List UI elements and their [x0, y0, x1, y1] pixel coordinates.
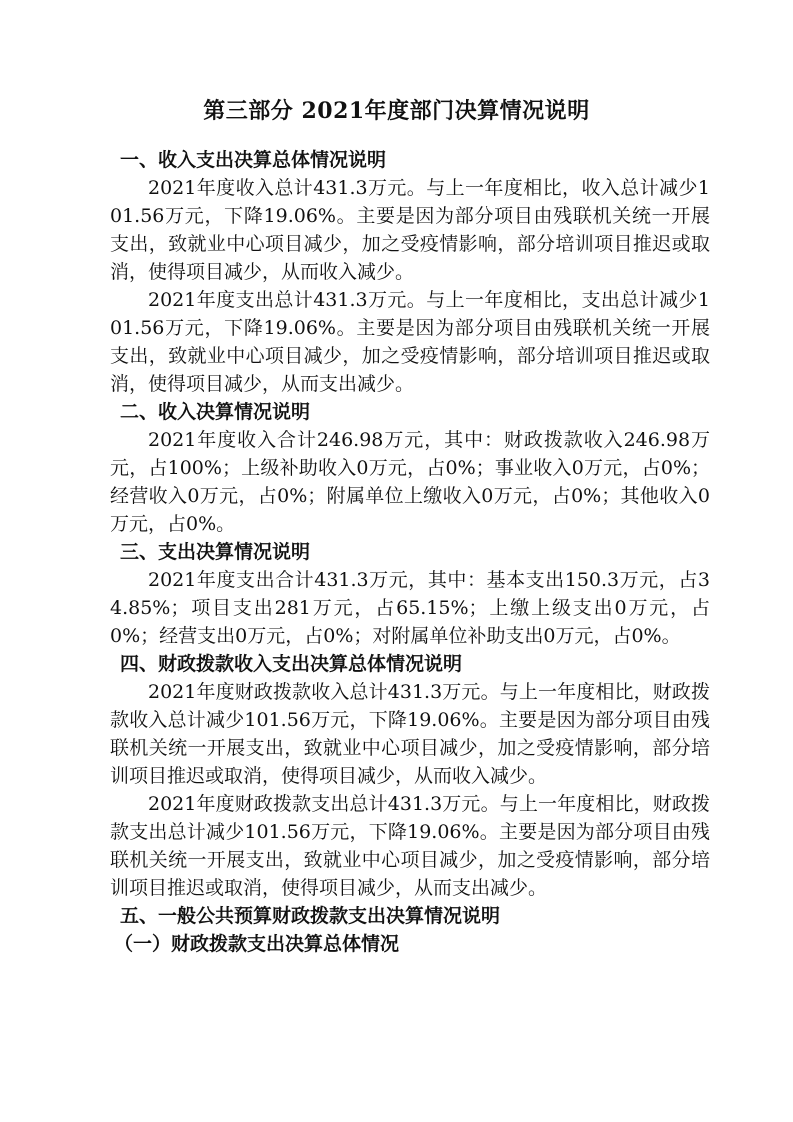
paragraph: 2021年度财政拨款收入总计431.3万元。与上一年度相比，财政拨款收入总计减少101.56万元，下降19.06%。主要是因为部分项目由残联机关统一开展支出，致就业中心项目减少，加之受疫情影响，部分培训项目推迟或取消，使得项目减少，从而收入减少。: [110, 681, 710, 787]
section-income-expenditure-overall: [110, 146, 710, 398]
section-heading: 三、支出决算情况说明: [120, 541, 311, 563]
section-heading: 四、财政拨款收入支出决算总体情况说明: [120, 653, 463, 675]
paragraph: 2021年度支出总计431.3万元。与上一年度相比，支出总计减少101.56万元，下降19.06%。主要是因为部分项目由残联机关统一开展支出，致就业中心项目减少，加之受疫情影响，部分培训项目推迟或取消，使得项目减少，从而支出减少。: [110, 289, 710, 395]
section-general-public-budget: [110, 902, 710, 958]
section-fiscal-appropriation: [110, 650, 710, 902]
paragraph: 2021年度财政拨款支出总计431.3万元。与上一年度相比，财政拨款支出总计减少101.56万元，下降19.06%。主要是因为部分项目由残联机关统一开展支出，致就业中心项目减少，加之受疫情影响，部分培训项目推迟或取消，使得项目减少，从而支出减少。: [110, 793, 710, 899]
page-title: 第三部分 2021年度部门决算情况说明: [203, 98, 590, 124]
section-heading: 一、收入支出决算总体情况说明: [120, 149, 387, 171]
section-heading: 二、收入决算情况说明: [120, 401, 311, 423]
paragraph: 2021年度收入合计246.98万元，其中：财政拨款收入246.98万元，占100%；上级补助收入0万元，占0%；事业收入0万元，占0%；经营收入0万元，占0%；附属单位上缴收入0万元，占0%；其他收入0万元，占0%。: [110, 429, 710, 535]
subsection-heading: （一）财政拨款支出决算总体情况: [114, 933, 400, 955]
paragraph: 2021年度支出合计431.3万元，其中：基本支出150.3万元，占34.85%；项目支出281万元，占65.15%；上缴上级支出0万元，占0%；经营支出0万元，占0%；对附属单位补助支出0万元，占0%。: [110, 569, 710, 647]
paragraph: 2021年度收入总计431.3万元。与上一年度相比，收入总计减少101.56万元，下降19.06%。主要是因为部分项目由残联机关统一开展支出，致就业中心项目减少，加之受疫情影响，部分培训项目推迟或取消，使得项目减少，从而收入减少。: [110, 177, 710, 283]
document-body: [110, 146, 710, 958]
section-heading: 五、一般公共预算财政拨款支出决算情况说明: [120, 905, 501, 927]
section-income: [110, 398, 710, 538]
section-expenditure: [110, 538, 710, 650]
